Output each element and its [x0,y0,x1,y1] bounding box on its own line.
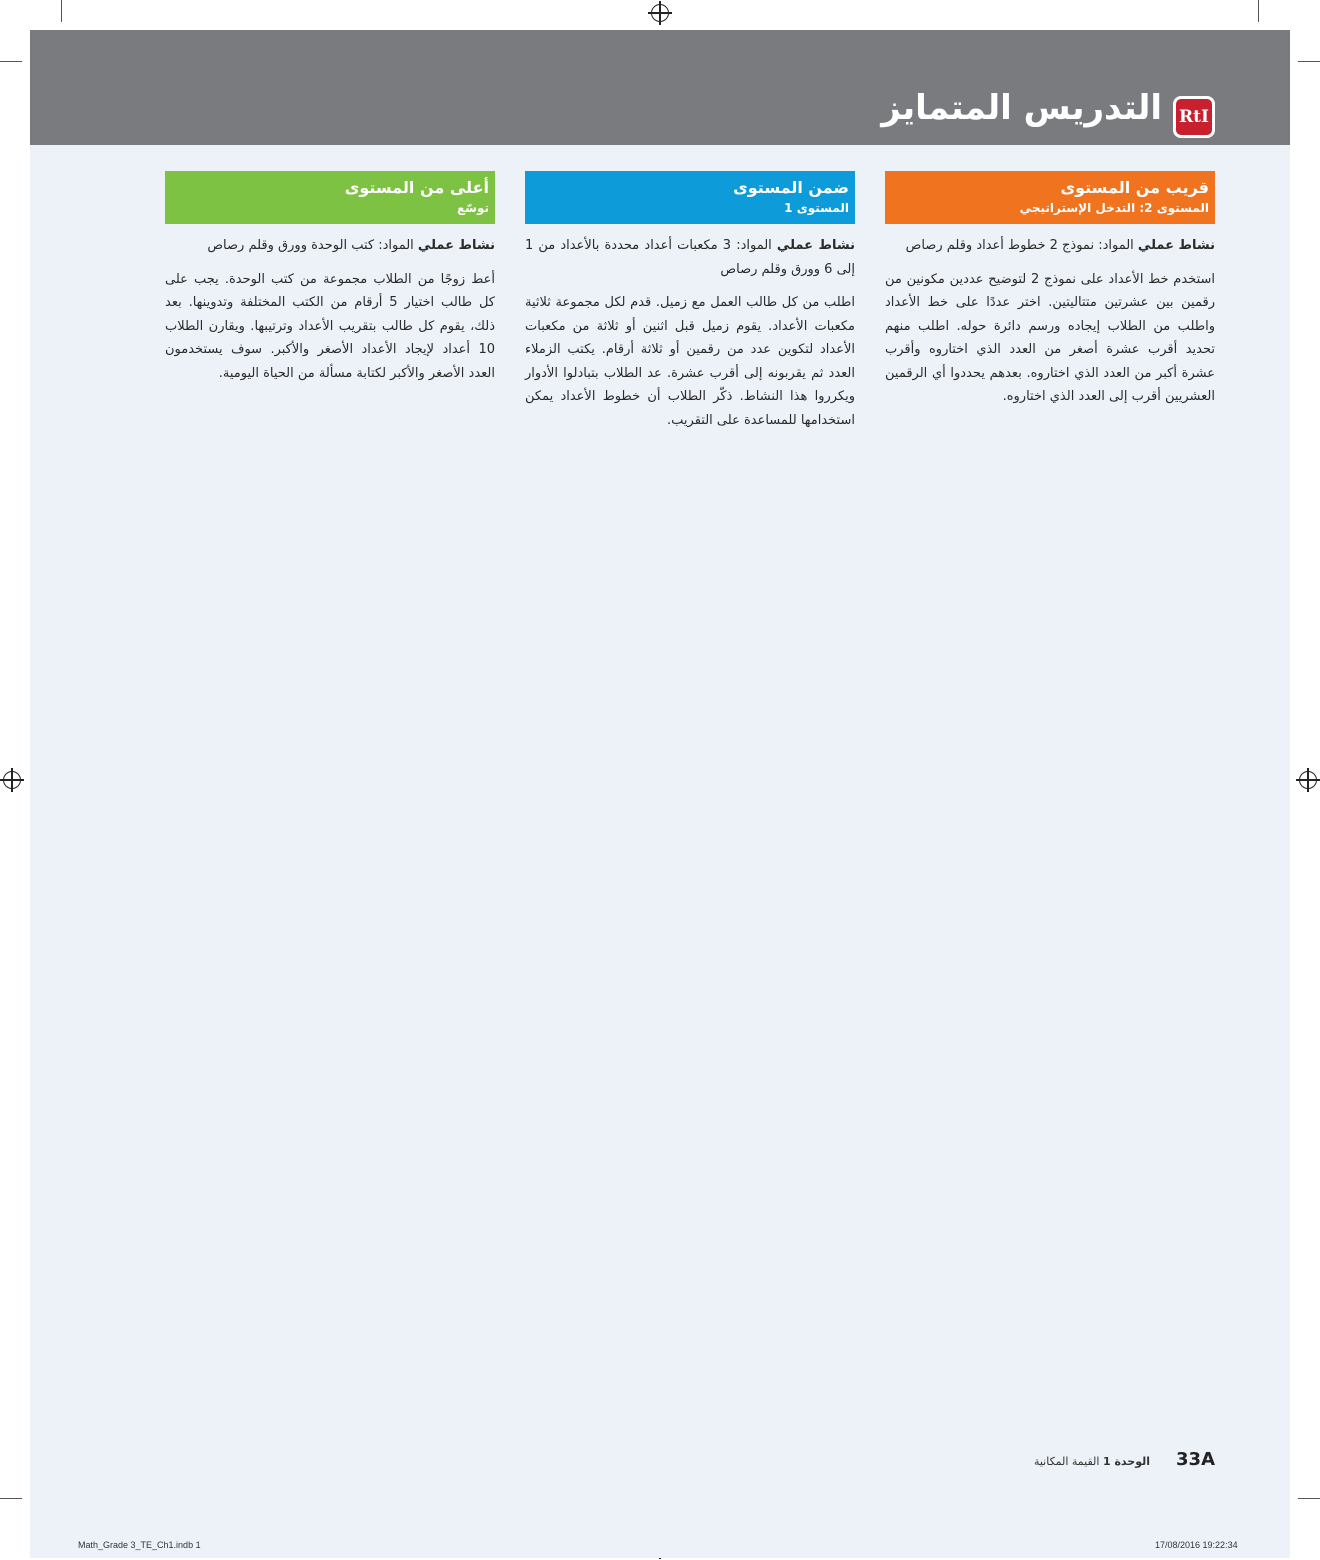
activity-materials [885,234,1215,258]
crop-mark [0,61,22,62]
column-subtitle: المستوى 2: التدخل الإستراتيجي [1019,201,1209,215]
crop-mark [61,0,62,22]
column-header [525,171,855,224]
registration-mark-icon [651,4,669,22]
activity-label: نشاط عملي [1137,238,1215,253]
crop-mark [1298,61,1320,62]
rti-badge-icon: RtI [1173,96,1215,138]
column-subtitle: المستوى 1 [784,201,849,215]
activity-paragraph: اطلب من كل طالب العمل مع زميل. قدم لكل مجموعة ثلاثية مكعبات الأعداد. يقوم زميل قبل اثنين أو ثلاثة من مكعبات الأعداد لتكوين عدد من رقمين أو ثلاثة أرقام. يكتب الزملاء العدد ثم يقربونه إلى أقرب عشرة. عد الطلاب بتبادلوا الأدوار ويكرروا هذا النشاط. ذكّر الطلاب أن خطوط الأعداد يمكن استخدامها للمساعدة على التقريب. [525,295,855,428]
materials-text: المواد: كتب الوحدة وورق وقلم رصاص [207,238,418,253]
activity-paragraph: استخدم خط الأعداد على نموذج 2 لتوضيح عددين مكونين من رقمين بين عشرتين متتاليتين. اختر عددًا على خط الأعداد واطلب من الطلاب إيجاده ورسم دائرة حوله. اطلب منهم تحديد أقرب عشرة أصغر من العدد الذي اختاروه وأقرب عشرة أكبر من العدد الذي اختاروه. بعدهم يحددوا أي الرقمين العشريين أقرب إلى العدد الذي اختاروه. [885,271,1215,404]
crop-mark [0,1498,22,1499]
registration-mark-icon [3,771,21,789]
column-approaching-level [885,171,1215,419]
activity-materials [165,234,495,258]
activity-materials [525,234,855,281]
activity-label: نشاط عملي [776,238,855,253]
page-number: 33A [1176,1449,1215,1470]
page [30,30,1290,1558]
column-body [885,224,1215,409]
page-title: التدريس المتمايز [881,88,1162,128]
materials-text: المواد: نموذج 2 خطوط أعداد وقلم رصاص [905,238,1138,253]
materials-text: المواد: 3 مكعبات أعداد محددة بالأعداد من 1 إلى 6 وورق وقلم رصاص [525,238,855,277]
column-title: قريب من المستوى [1060,178,1209,197]
activity-label: نشاط عملي [417,238,495,253]
slug-timestamp: 17/08/2016 19:22:34 [1155,1540,1238,1550]
column-subtitle: توسّع [456,201,489,215]
column-title: أعلى من المستوى [344,178,489,197]
activity-paragraph: أعط زوجًا من الطلاب مجموعة من كتب الوحدة. يجب على كل طالب اختيار 5 أرقام من الكتب المختلفة وتدوينها. بعد ذلك، يقوم كل طالب بتقريب الأعداد وترتيبها. ويقارن الطلاب 10 أعداد لإيجاد الأعداد الأصغر والأكبر. سوف يستخدمون العدد الأصغر والأكبر لكتابة مسألة من الحياة اليومية. [165,271,495,381]
chapter-label: الوحدة 1 [1102,1455,1151,1468]
column-header [165,171,495,224]
crop-mark [1258,0,1259,22]
column-header [885,171,1215,224]
column-title: ضمن المستوى [733,178,849,197]
page-footer [1034,1449,1215,1470]
crop-mark [1298,1498,1320,1499]
column-body [525,224,855,432]
chapter-title: القيمة المكانية [1033,1455,1103,1468]
column-body [165,224,495,385]
column-on-level [525,171,855,442]
registration-mark-icon [1299,771,1317,789]
slug-filename: Math_Grade 3_TE_Ch1.indb 1 [78,1540,201,1550]
header-banner [30,30,1290,145]
column-beyond-level [165,171,495,395]
